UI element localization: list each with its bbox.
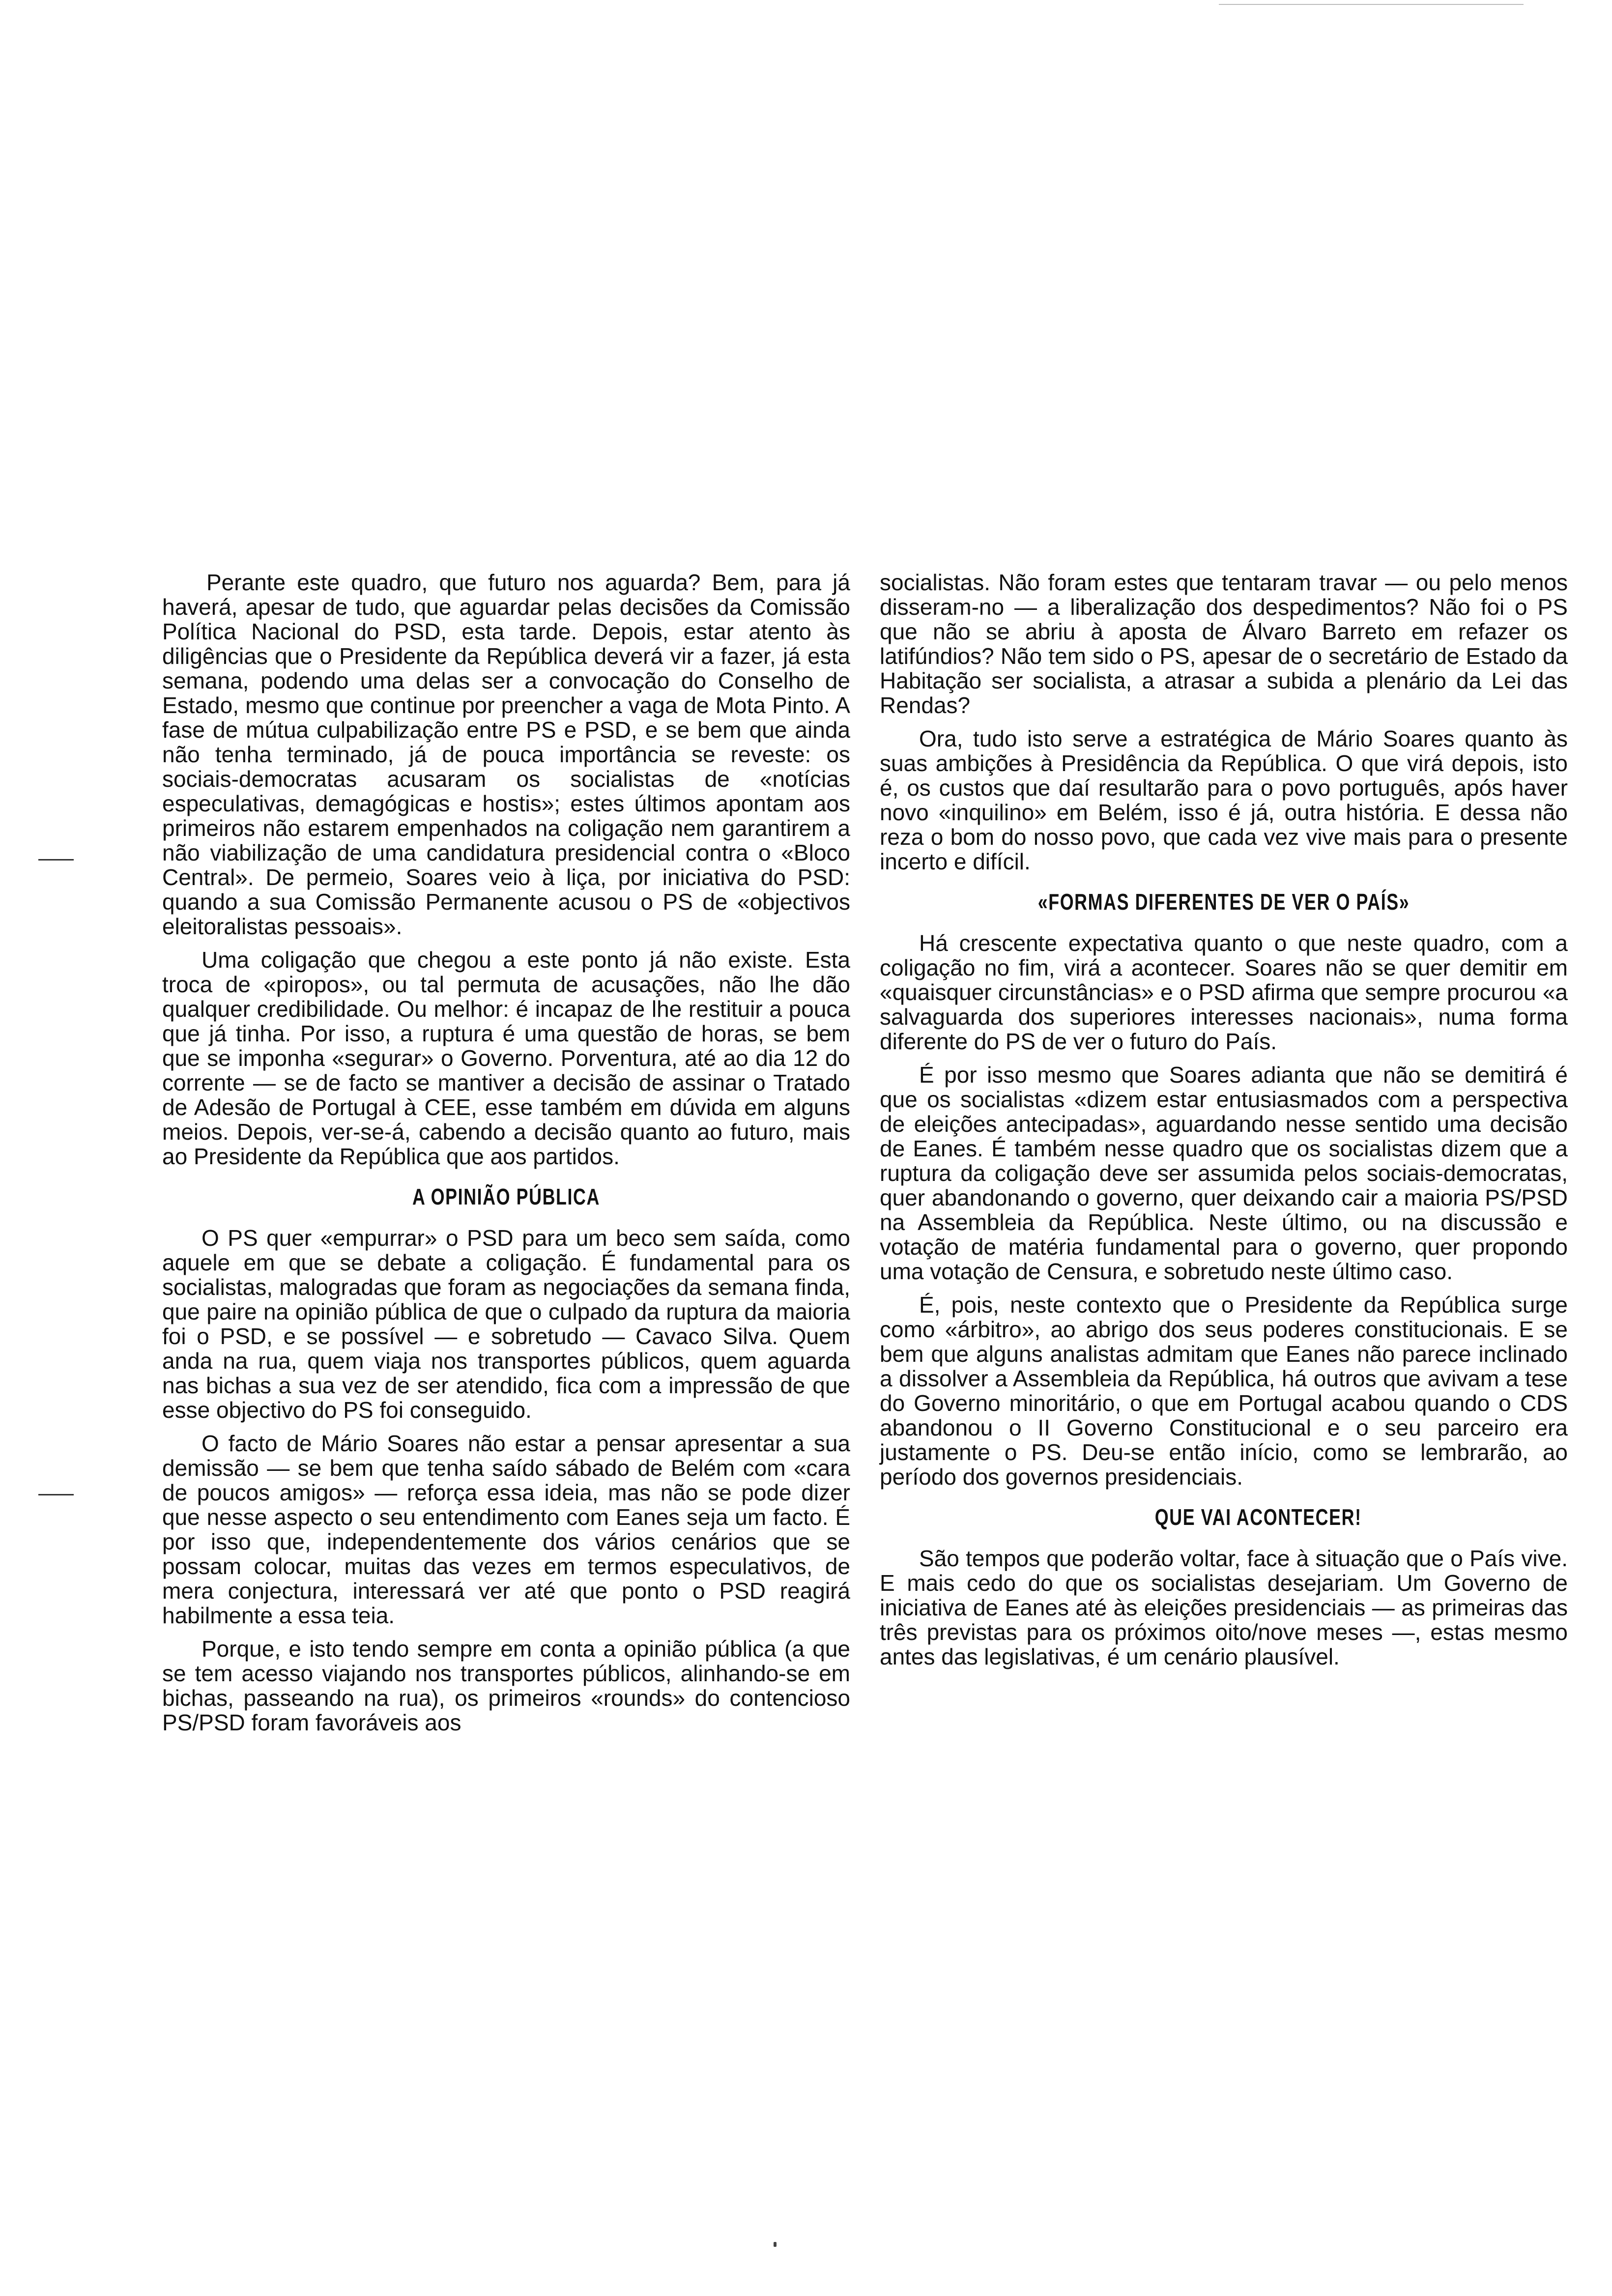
paragraph: É, pois, neste contexto que o Presidente da República surge como «árbitro», ao abrigo dos seus poderes constitucionais. E se bem que alguns analistas admitam que Eanes não parece inclinado a dissolver a Assembleia da República, há outros que avivam a tese do Governo minoritário, o que em Portugal acabou quando o CDS abandonou o II Governo Constitucional e o seu parceiro era justamente o PS. Deu-se então início, como se lembrarão, ao período dos governos presidenciais. [880,1292,1568,1490]
paragraph: Porque, e isto tendo sempre em conta a opinião pública (a que se tem acesso viajando nos transportes públicos, alinhando-se em bichas, passeando na rua), os primeiros «rounds» do contencioso PS/PSD foram favoráveis aos [162,1636,850,1735]
paragraph: É por isso mesmo que Soares adianta que não se demitirá é que os socialistas «dizem estar entusiasmados com a perspectiva de eleições antecipadas», aguardando nesse sentido uma decisão de Eanes. É também nesse quadro que os socialistas dizem que a ruptura da coligação deve ser assumida pelos sociais-democratas, quer abandonando o governo, quer deixando cair a maioria PS/PSD na Assembleia da República. Neste último, ou na discussão e votação de matéria fundamental para o governo, quer propondo uma votação de Censura, e sobretudo neste último caso. [880,1062,1568,1284]
left-margin-mark-upper [38,859,74,861]
paragraph: São tempos que poderão voltar, face à situação que o País vive. E mais cedo do que os socialistas desejariam. Um Governo de iniciativa de Eanes até às eleições presidenciais — as primeiras das três previstas para os próximos oito/nove meses —, estas mesmo antes das legislativas, é um cenário plausível. [880,1546,1568,1669]
top-edge-rule [1219,4,1524,5]
section-heading: A OPINIÃO PÚBLICA [412,1184,601,1209]
paragraph: Ora, tudo isto serve a estratégica de Mário Soares quanto às suas ambições à Presidência da República. O que virá depois, isto é, os custos que daí resultarão para o povo português, após haver novo «inquilino» em Belém, isso é já, outra história. E dessa não reza o bom do nosso povo, que cada vez vive mais para o presente incerto e difícil. [880,726,1568,874]
article-column-right [880,570,1568,1678]
left-margin-mark-lower [38,1494,74,1495]
paragraph: socialistas. Não foram estes que tentaram travar — ou pelo menos disseram-no — a liberalização dos despedimentos? Não foi o PS que não se abriu à aposta de Álvaro Barreto em refazer os latifúndios? Não tem sido o PS, apesar de o secretário de Estado da Habitação ser socialista, a atrasar a subida a plenário da Lei das Rendas? [880,570,1568,718]
article-column-left [162,570,850,1744]
paragraph: O PS quer «empurrar» o PSD para um beco sem saída, como aquele em que se debate a coligação. É fundamental para os socialistas, malogradas que foram as negociações da semana finda, que paire na opinião pública de que o culpado da ruptura da maioria foi o PSD, e se possível — e sobretudo — Cavaco Silva. Quem anda na rua, quem viaja nos transportes públicos, quem aguarda nas bichas a sua vez de ser atendido, fica com a impressão de que esse objectivo do PS foi conseguido. [162,1225,850,1423]
paragraph: Há crescente expectativa quanto o que neste quadro, com a coligação no fim, virá a acontecer. Soares não se quer demitir em «quaisquer circunstâncias» e o PSD afirma que sempre procurou «a salvaguarda dos superiores interesses nacionais», numa forma diferente do PS de ver o futuro do País. [880,930,1568,1054]
paragraph: Uma coligação que chegou a este ponto já não existe. Esta troca de «piropos», ou tal permuta de acusações, não lhe dão qualquer credibilidade. Ou melhor: é incapaz de lhe restituir a pouca que já tinha. Por isso, a ruptura é uma questão de horas, se bem que se imponha «segurar» o Governo. Porventura, até ao dia 12 do corrente — se de facto se mantiver a decisão de assinar o Tratado de Adesão de Portugal à CEE, esse também em dúvida em alguns meios. Depois, ver-se-á, cabendo a decisão quanto ao futuro, mais ao Presidente da República que aos partidos. [162,947,850,1169]
paragraph: Perante este quadro, que futuro nos aguarda? Bem, para já haverá, apesar de tudo, que aguardar pelas decisões da Comissão Política Nacional do PSD, esta tarde. Depois, estar atento às diligências que o Presidente da República deverá vir a fazer, já esta semana, podendo uma delas ser a convocação do Conselho de Estado, mesmo que continue por preencher a vaga de Mota Pinto. A fase de mútua culpabilização entre PS e PSD, e se bem que ainda não tenha terminado, já de pouca importância se reveste: os sociais-democratas acusaram os socialistas de «notícias especulativas, demagógicas e hostis»; estes últimos apontam aos primeiros não estarem empenhados na coligação nem garantirem a não viabilização de uma candidatura presidencial contra o «Bloco Central». De permeio, Soares veio à liça, por iniciativa do PSD: quando a sua Comissão Permanente acusou o PS de «objectivos eleitoralistas pessoais». [162,570,850,939]
ink-speck [774,2242,777,2247]
section-heading: «FORMAS DIFERENTES DE VER O PAÍS» [1037,889,1410,915]
section-heading: QUE VAI ACONTECER! [1154,1504,1362,1530]
paragraph: O facto de Mário Soares não estar a pensar apresentar a sua demissão — se bem que tenha saído sábado de Belém com «cara de poucos amigos» — reforça essa ideia, mas não se pode dizer que nesse aspecto o seu entendimento com Eanes seja um facto. É por isso que, independentemente dos vários cenários que se possam colocar, muitas das vezes em termos especulativos, de mera conjectura, interessará ver até que ponto o PSD reagirá habilmente a essa teia. [162,1431,850,1628]
